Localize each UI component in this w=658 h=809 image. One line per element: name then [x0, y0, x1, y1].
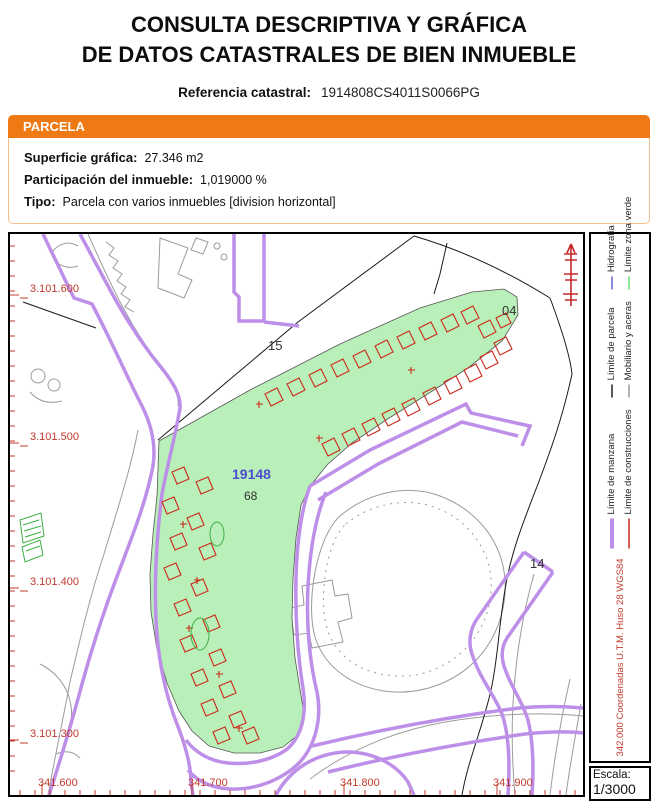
red-survey-symbol — [563, 244, 578, 306]
legend-sample-construcciones — [626, 518, 632, 548]
legend-item-mobiliario-y-aceras — [623, 301, 634, 397]
block-label-14: 14 — [530, 556, 545, 571]
parcel-number-label: 19148 — [232, 466, 271, 482]
map-sidebar — [589, 196, 651, 801]
street-label-15: 15 — [268, 338, 283, 353]
document-header — [0, 0, 658, 100]
scale-box — [589, 766, 651, 801]
legend-label-construcciones: Límite de construcciones — [623, 408, 634, 514]
field-participacion-value: 1,019000 % — [200, 173, 267, 187]
legend-label-zona-verde: Límite zona verde — [623, 196, 634, 272]
scale-label: Escala: — [593, 769, 631, 781]
field-superficie-label: Superficie gráfica: — [24, 150, 138, 165]
y-axis-label-3: 3.101.400 — [30, 576, 79, 588]
x-axis-label-1: 341.600 — [38, 777, 78, 789]
parcela-section-body — [8, 138, 650, 224]
legend-label-hidrografia: Hidrografía — [606, 224, 617, 272]
reference-value: 1914808CS4011S0066PG — [320, 85, 480, 100]
legend-sample-parcela — [609, 384, 615, 397]
legend-sample-zona-verde — [626, 276, 632, 289]
highlighted-parcel-area — [150, 289, 518, 753]
legend-rotated-content — [593, 196, 647, 758]
parcela-section — [8, 115, 650, 224]
subparcel-label-68: 68 — [244, 489, 258, 503]
field-participacion — [24, 169, 639, 191]
legend-item-limite-de-parcela — [606, 301, 617, 397]
reference-label: Referencia catastral: — [178, 85, 311, 100]
field-tipo — [24, 191, 639, 213]
legend-item-limite-zona-verde — [623, 196, 634, 289]
legend-label-manzana: Límite de manzana — [606, 433, 617, 514]
x-axis-label-4: 341.900 — [493, 777, 533, 789]
x-axis-label-3: 341.800 — [340, 777, 380, 789]
x-axis-label-2: 341.700 — [188, 777, 228, 789]
legend-label-parcela: Límite de parcela — [606, 307, 617, 380]
cadastral-map — [10, 234, 583, 795]
legend-item-hidrografia — [606, 196, 617, 289]
page-title-line2: DE DATOS CATASTRALES DE BIEN INMUEBLE — [81, 42, 577, 67]
scale-value: 1/3000 — [593, 781, 636, 797]
legend-sample-manzana — [609, 518, 615, 548]
parcela-section-header: PARCELA — [8, 115, 650, 138]
field-superficie-value: 27.346 m2 — [144, 151, 204, 165]
cadastral-map-frame — [8, 232, 585, 797]
page-title-line1: CONSULTA DESCRIPTIVA Y GRÁFICA — [130, 12, 528, 37]
map-legend — [589, 196, 651, 763]
legend-item-limite-de-manzana — [606, 409, 617, 548]
cadastral-reference — [0, 85, 658, 100]
y-axis-label-2: 3.101.500 — [30, 431, 79, 443]
y-axis-label-1: 3.101.600 — [30, 283, 79, 295]
legend-grid — [606, 196, 634, 548]
legend-sample-mobiliario — [626, 384, 632, 397]
field-tipo-value: Parcela con varios inmuebles [division horizontal] — [62, 195, 336, 209]
field-superficie — [24, 147, 639, 169]
field-participacion-label: Participación del inmueble: — [24, 172, 194, 187]
y-axis-label-4: 3.101.300 — [30, 728, 79, 740]
legend-item-limite-de-construcciones — [623, 409, 634, 548]
field-tipo-label: Tipo: — [24, 194, 56, 209]
legend-label-mobiliario: Mobiliario y aceras — [623, 300, 634, 380]
legend-coordinates-note: 342.000 Coordenadas U.T.M. Huso 28 WGS84 — [614, 557, 626, 756]
block-label-04: 04 — [502, 303, 517, 318]
legend-sample-hidrografia — [609, 276, 615, 289]
